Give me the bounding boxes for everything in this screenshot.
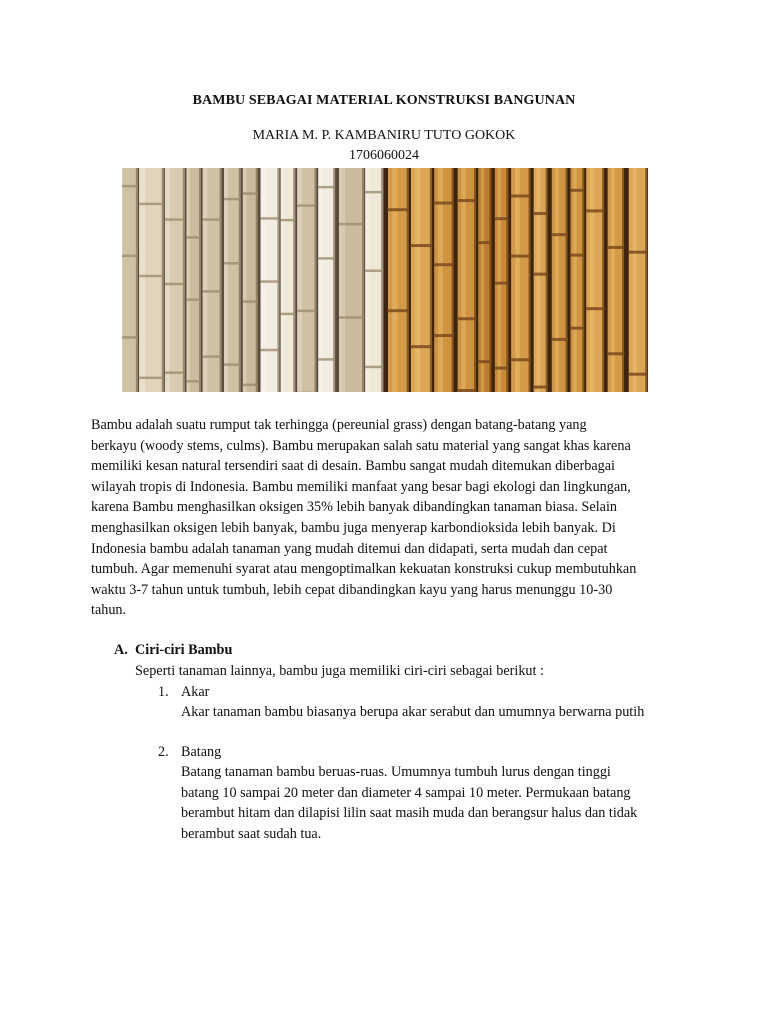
list-item-body <box>181 762 637 844</box>
bamboo-stalk <box>318 168 335 392</box>
list-item-body <box>181 702 644 723</box>
bamboo-stalk <box>478 168 492 392</box>
bamboo-stalk <box>586 168 605 392</box>
intro-line: tahun. <box>91 602 127 619</box>
list-item-line: berambut saat sudah tua. <box>181 825 322 842</box>
section-heading <box>114 640 694 660</box>
bamboo-stalk <box>388 168 410 392</box>
bamboo-stalk <box>570 168 585 392</box>
bamboo-stalk <box>165 168 185 392</box>
bamboo-stalk <box>511 168 531 392</box>
bamboo-photo <box>122 168 648 392</box>
student-id: 1706060024 <box>349 148 419 163</box>
bamboo-stalk <box>628 168 647 392</box>
list-item-line: batang 10 sampai 20 meter dan diameter 4 sampai 10 meter. Permukaan batang <box>181 784 631 801</box>
list-item-label: Batang <box>181 744 222 760</box>
bamboo-stalk <box>457 168 476 392</box>
intro-line: Bambu adalah suatu rumput tak terhingga (pereunial grass) dengan batang-batang yang <box>91 417 587 433</box>
intro-line: Indonesia bambu adalah tanaman yang mudah ditemui dan didapati, serta mudah dan cepat <box>91 540 608 557</box>
section-intro: Seperti tanaman lainnya, bambu juga memiliki ciri-ciri sebagai berikut : <box>135 663 544 679</box>
bamboo-stalk <box>434 168 454 392</box>
list-item-number: 2. <box>158 744 169 760</box>
section-heading-text: Ciri-ciri Bambu <box>135 642 233 658</box>
intro-line: karena Bambu menghasilkan oksigen 35% lebih banyak dibandingkan tanaman biasa. Selain <box>91 499 617 516</box>
bamboo-stalk <box>339 168 364 392</box>
list-item-line: Batang tanaman bambu beruas-ruas. Umumnya tumbuh lurus dengan tinggi <box>181 764 611 780</box>
bamboo-stalk <box>224 168 241 392</box>
intro-line: berkayu (woody stems, culms). Bambu merupakan salah satu material yang sangat khas karena <box>91 437 631 454</box>
bamboo-stalk <box>410 168 432 392</box>
intro-line: memiliki kesan natural tersendiri saat di desain. Bambu sangat mudah ditemukan diberbagai <box>91 458 616 475</box>
intro-line: menghasilkan oksigen lebih banyak, bambu juga menyerap karbondioksida lebih banyak. Di <box>91 519 616 536</box>
list-item-line: Akar tanaman bambu biasanya berupa akar serabut dan umumnya berwarna putih <box>181 704 645 720</box>
intro-line: tumbuh. Agar memenuhi syarat atau mengoptimalkan kekuatan konstruksi cukup membutuhkan <box>91 561 637 578</box>
author-name: MARIA M. P. KAMBANIRU TUTO GOKOK <box>252 128 516 143</box>
bamboo-stalk <box>533 168 548 392</box>
section-letter: A. <box>114 642 128 658</box>
section-ciri-ciri <box>114 640 694 842</box>
bamboo-stalk <box>122 168 138 392</box>
list-item-line: berambut hitam dan dilapisi lilin saat masih muda dan berangsur halus dan tidak <box>181 805 638 821</box>
bamboo-stalk <box>365 168 383 392</box>
bamboo-stalk <box>551 168 568 392</box>
intro-line: waktu 3-7 tahun untuk tumbuh, lebih cepat dibandingkan kayu yang harus menunggu 10-30 <box>91 581 613 598</box>
list-item-batang <box>158 742 221 762</box>
bamboo-stalk <box>607 168 624 392</box>
bamboo-stalk <box>203 168 222 392</box>
bamboo-illustration <box>122 168 648 392</box>
document-title: BAMBU SEBAGAI MATERIAL KONSTRUKSI BANGUNAN <box>192 93 576 108</box>
bamboo-stalk <box>297 168 316 392</box>
bamboo-stalk <box>281 168 296 392</box>
intro-paragraph <box>91 415 681 621</box>
intro-line: wilayah tropis di Indonesia. Bambu memiliki manfaat yang besar bagi ekologi dan lingkungan, <box>91 478 631 495</box>
bamboo-stalk <box>243 168 258 392</box>
bamboo-stalk <box>186 168 201 392</box>
list-item-number: 1. <box>158 684 169 700</box>
list-item-akar <box>158 682 209 702</box>
bamboo-stalk <box>261 168 280 392</box>
list-item-label: Akar <box>181 684 210 700</box>
bamboo-stalk <box>494 168 508 392</box>
bamboo-stalk <box>139 168 164 392</box>
